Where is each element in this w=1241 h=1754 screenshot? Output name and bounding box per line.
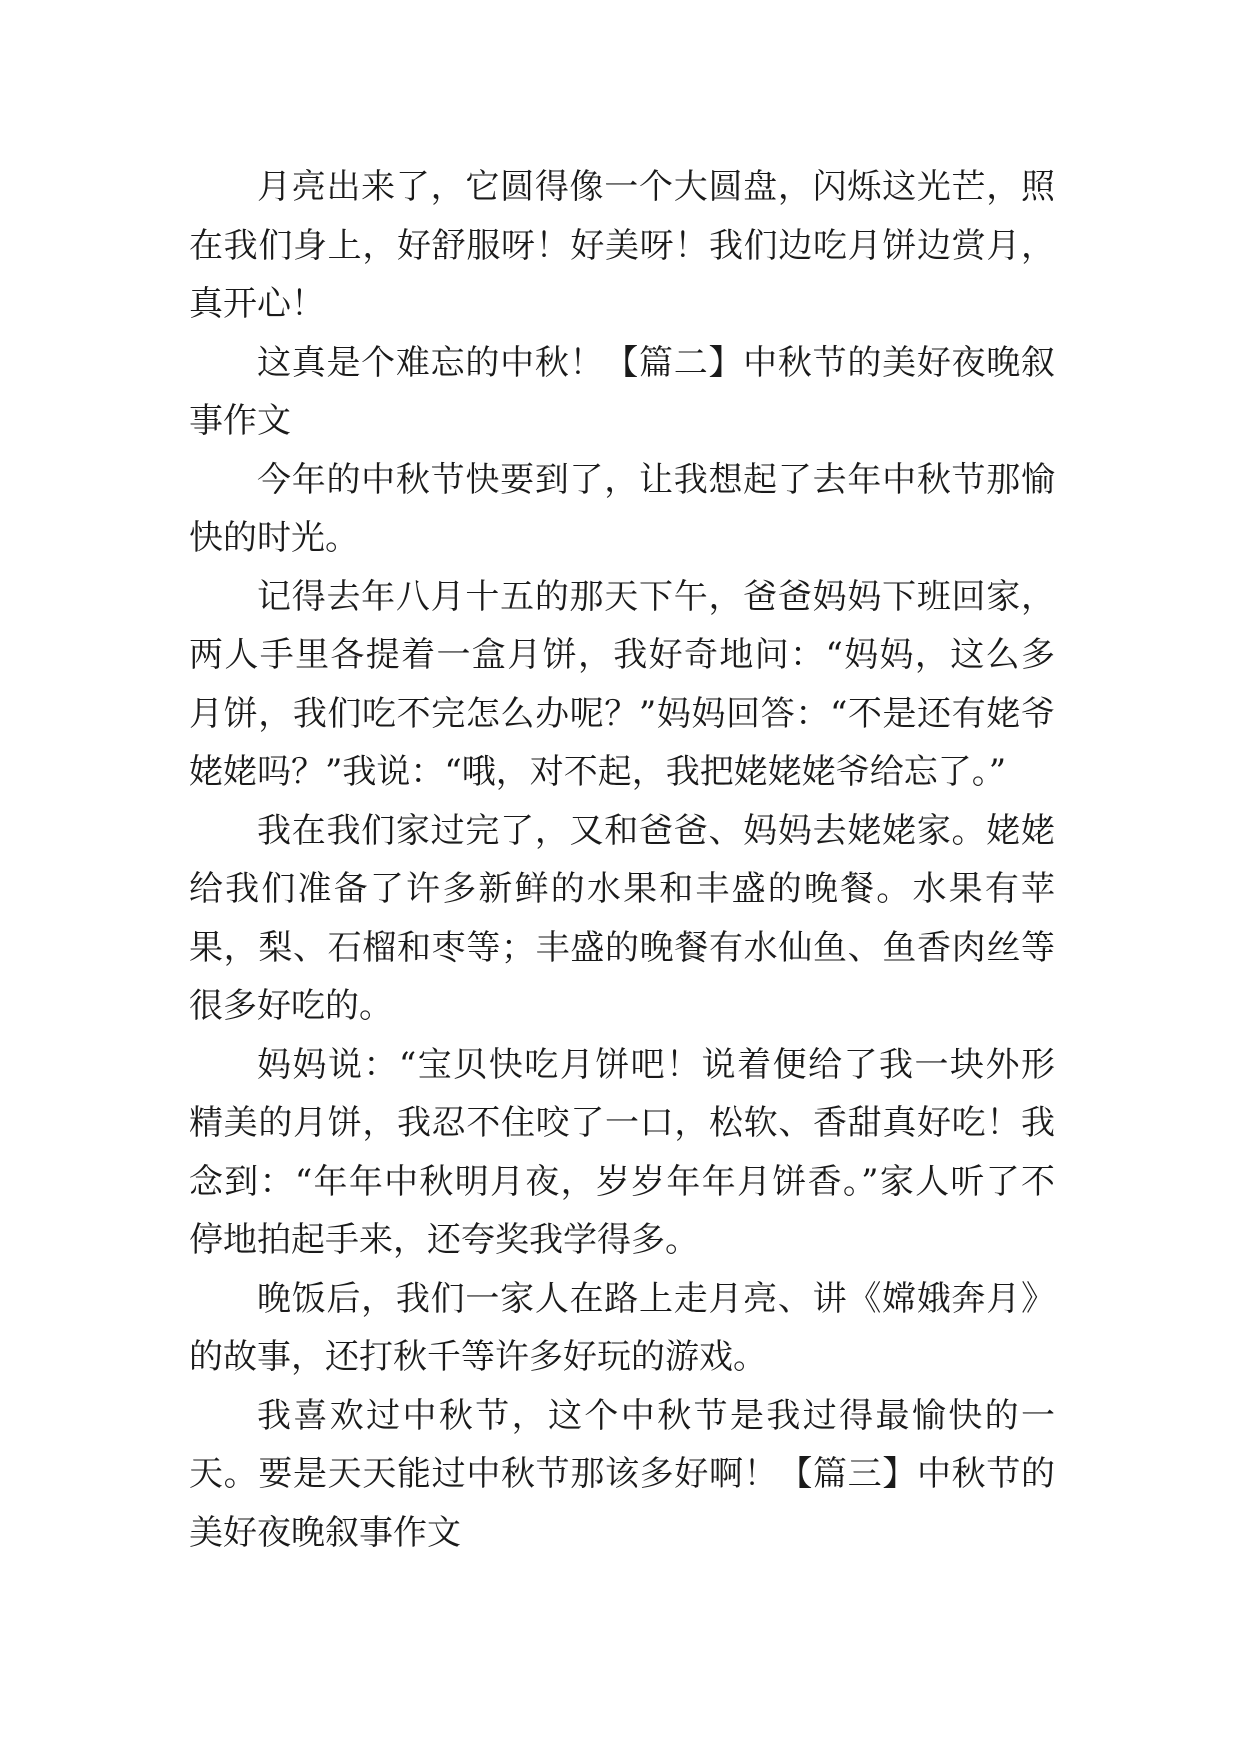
paragraph-5: 我在我们家过完了，又和爸爸、妈妈去姥姥家。姥姥给我们准备了许多新鲜的水果和丰盛的晚餐。水果有苹果，梨、石榴和枣等；丰盛的晚餐有水仙鱼、鱼香肉丝等很多好吃的。 <box>189 810 1055 1026</box>
paragraph-4: 记得去年八月十五的那天下午，爸爸妈妈下班回家，两人手里各提着一盒月饼，我好奇地问：“妈妈，这么多月饼，我们吃不完怎么办呢？”妈妈回答：“不是还有姥爷姥姥吗？”我说：“哦，对不起，我把姥姥姥爷给忘了。” <box>189 576 1055 792</box>
paragraph-6: 妈妈说：“宝贝快吃月饼吧！说着便给了我一块外形精美的月饼，我忍不住咬了一口，松软、香甜真好吃！我念到：“年年中秋明月夜，岁岁年年月饼香。”家人听了不停地拍起手来，还夸奖我学得多。 <box>189 1044 1055 1260</box>
paragraph-7: 晚饭后，我们一家人在路上走月亮、讲《嫦娥奔月》的故事，还打秋千等许多好玩的游戏。 <box>189 1278 1055 1377</box>
paragraph-2: 这真是个难忘的中秋！【篇二】中秋节的美好夜晚叙事作文 <box>189 342 1055 441</box>
paragraph-8: 我喜欢过中秋节，这个中秋节是我过得最愉快的一天。要是天天能过中秋节那该多好啊！【篇三】中秋节的美好夜晚叙事作文 <box>189 1395 1055 1553</box>
paragraph-1: 月亮出来了，它圆得像一个大圆盘，闪烁这光芒，照在我们身上，好舒服呀！好美呀！我们边吃月饼边赏月，真开心！ <box>189 167 1055 324</box>
paragraph-3: 今年的中秋节快要到了，让我想起了去年中秋节那愉快的时光。 <box>189 459 1055 558</box>
document-body <box>189 158 1055 1562</box>
